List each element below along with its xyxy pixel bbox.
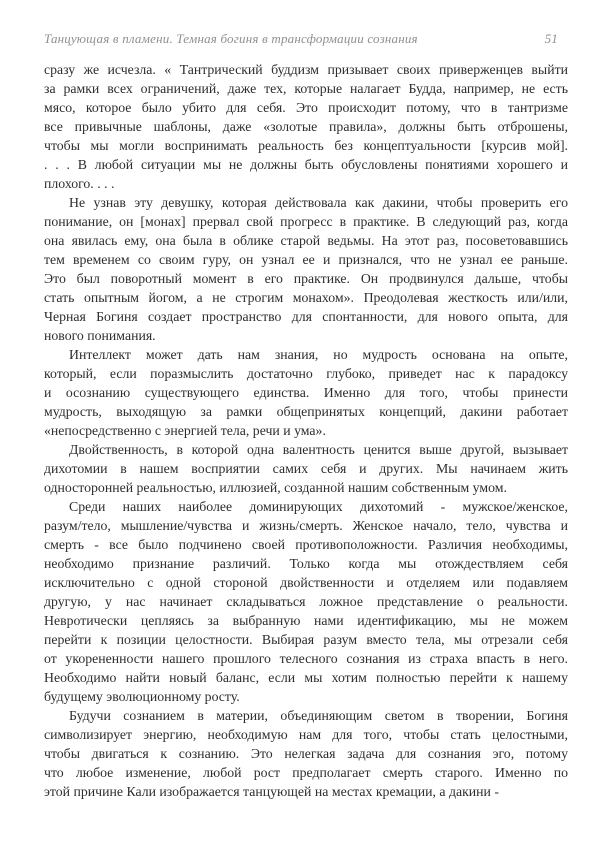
text-line: все привычные шаблоны, даже «золотые правила», должны быть отброшены, — [44, 119, 568, 134]
text-line: и осознанию существующего единства. Именно для того, чтобы принести — [44, 385, 568, 400]
text-line: чтобы мы могли воспринимать реальность без концептуальности [курсив мой]. — [44, 138, 568, 153]
text-line: за рамки всех ограничений, даже тех, которые налагает Будда, например, не есть — [44, 81, 568, 96]
text-line: она явилась ему, она была в облике старой ведьмы. На этот раз, посоветовавшись — [44, 233, 568, 248]
text-line: мясо, которое было убито для себя. Это происходит потому, что в тантризме — [44, 100, 568, 115]
paragraph — [44, 60, 568, 193]
text-line: Не узнав эту девушку, которая действовала как дакини, чтобы проверить его — [69, 195, 568, 210]
text-line: тем временем со своим гуру, он узнал ее и признался, что не узнал ее раньше. — [44, 252, 568, 267]
text-line: который, если поразмыслить достаточно глубоко, приведет нас к парадоксу — [44, 366, 568, 381]
text-line: необходимо признание различий. Только когда мы отождествляем себя — [44, 556, 568, 571]
text-line: перейти к позиции целостности. Выбирая разум вместо тела, мы отрезали себя — [44, 632, 568, 647]
text-line: Черная Богиня создает пространство для спонтанности, для нового опыта, для — [44, 309, 568, 324]
paragraph — [44, 193, 568, 345]
paragraph — [44, 345, 568, 440]
paragraph — [44, 497, 568, 706]
text-line: Это был поворотный момент в его практике. Он продвинулся дальше, чтобы — [44, 271, 568, 286]
text-line: разум/тело, мышление/чувства и жизнь/смерть. Женское начало, тело, чувства и — [44, 518, 568, 533]
text-line: другую, у нас начинает складываться ложное представление о реальности. — [44, 594, 568, 609]
text-line: Необходимо найти новый баланс, если мы хотим полностью перейти к нашему — [44, 670, 568, 685]
text-line: . . . В любой ситуации мы не должны быть обусловлены понятиями хорошего и — [44, 157, 568, 172]
text-line: смерть - все было подчинено своей противоположности. Различия необходимы, — [44, 537, 568, 552]
text-line: Среди наших наиболее доминирующих дихотомий - мужское/женское, — [69, 499, 568, 514]
text-line: Будучи сознанием в материи, объединяющим светом в творении, Богиня — [69, 708, 568, 723]
text-line: дихотомии в нашем восприятии самих себя и других. Мы начинаем жить — [44, 461, 568, 476]
text-line: будущему эволюционному росту. — [44, 689, 240, 704]
running-header — [44, 31, 568, 47]
text-line: этой причине Кали изображается танцующей на местах кремации, а дакини - — [44, 784, 499, 799]
running-header-title: Танцующая в пламени. Темная богиня в трансформации сознания — [44, 31, 418, 46]
page-number: 51 — [544, 31, 558, 46]
text-line: «непосредственно с энергией тела, речи и ума». — [44, 423, 326, 438]
paragraph — [44, 706, 568, 801]
text-line: Двойственность, в которой одна валентность ценится выше другой, вызывает — [69, 442, 568, 457]
text-line: что любое изменение, любой рост предполагает смерть старого. Именно по — [44, 765, 568, 780]
text-line: стать опытным йогом, а не строгим монахом». Преодолевая жесткость или/или, — [44, 290, 568, 305]
text-line: плохого. . . . — [44, 176, 115, 191]
text-line: от укорененности нашего прошлого телесного сознания из страха впасть в него. — [44, 651, 568, 666]
text-line: мудрость, выходящую за рамки общепринятых концепций, дакини работает — [44, 404, 568, 419]
text-line: Невротически цепляясь за выбранную нами идентификацию, мы не можем — [44, 613, 568, 628]
text-line: сразу же исчезла. « Тантрический буддизм призывает своих приверженцев выйти — [44, 62, 568, 77]
paragraph — [44, 440, 568, 497]
text-line: односторонней реальностью, иллюзией, созданной нашим собственным умом. — [44, 480, 507, 495]
text-line: чтобы двигаться к сознанию. Это нелегкая задача для сознания эго, потому — [44, 746, 568, 761]
text-line: понимание, он [монах] прервал свой прогресс в практике. В следующий раз, когда — [44, 214, 568, 229]
text-line: символизирует энергию, необходимую нам для того, чтобы стать целостными, — [44, 727, 568, 742]
text-line: исключительно с одной стороной двойственности и отделяем или подавляем — [44, 575, 568, 590]
text-line: Интеллект может дать нам знания, но мудрость основана на опыте, — [69, 347, 568, 362]
text-line: нового понимания. — [44, 328, 156, 343]
text-block — [44, 60, 568, 801]
